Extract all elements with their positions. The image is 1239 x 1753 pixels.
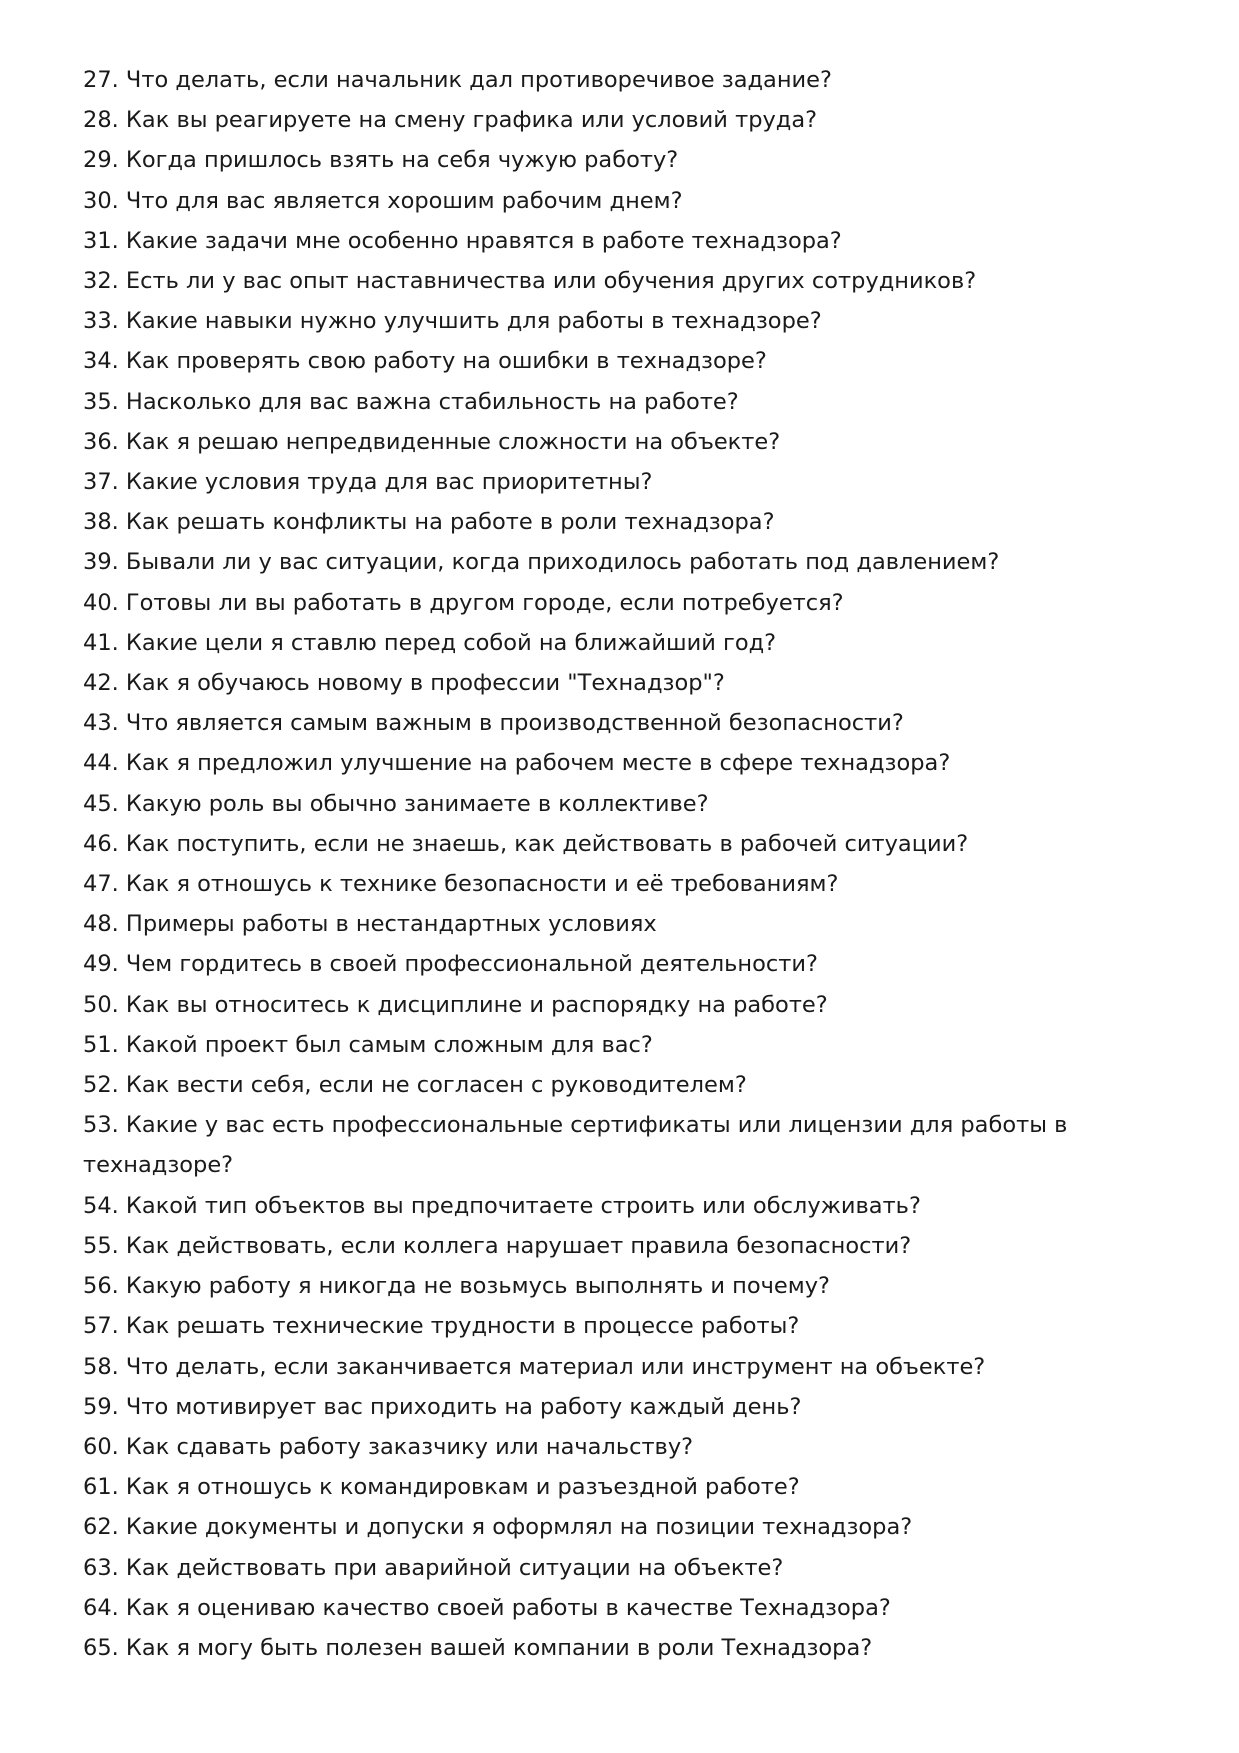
question-item: 61. Как я отношусь к командировкам и разъездной работе? [83, 1474, 800, 1501]
question-item: 54. Какой тип объектов вы предпочитаете строить или обслуживать? [83, 1192, 921, 1219]
question-list [83, 60, 1163, 1668]
question-item: 47. Как я отношусь к технике безопасности и её требованиям? [83, 871, 839, 898]
question-item: 59. Что мотивирует вас приходить на работу каждый день? [83, 1393, 802, 1420]
question-item: 43. Что является самым важным в производственной безопасности? [83, 710, 904, 737]
question-item: 30. Что для вас является хорошим рабочим днем? [83, 187, 683, 214]
question-item: 60. Как сдавать работу заказчику или начальству? [83, 1433, 694, 1460]
question-item: 46. Как поступить, если не знаешь, как действовать в рабочей ситуации? [83, 830, 969, 857]
question-item: 34. Как проверять свою работу на ошибки в технадзоре? [83, 348, 767, 375]
question-item: 50. Как вы относитесь к дисциплине и распорядку на работе? [83, 991, 828, 1018]
question-item: 45. Какую роль вы обычно занимаете в коллективе? [83, 790, 709, 817]
question-item: 49. Чем гордитесь в своей профессиональной деятельности? [83, 951, 818, 978]
question-item: 52. Как вести себя, если не согласен с руководителем? [83, 1072, 747, 1099]
question-item: 42. Как я обучаюсь новому в профессии "Технадзор"? [83, 670, 725, 697]
question-item: 63. Как действовать при аварийной ситуации на объекте? [83, 1554, 784, 1581]
question-item: 53. Какие у вас есть профессиональные сертификаты или лицензии для работы в технадзоре? [83, 1112, 1068, 1179]
question-item: 39. Бывали ли у вас ситуации, когда приходилось работать под давлением? [83, 549, 1000, 576]
question-item: 27. Что делать, если начальник дал противоречивое задание? [83, 67, 832, 93]
question-item: 55. Как действовать, если коллега нарушает правила безопасности? [83, 1232, 912, 1259]
question-item: 62. Какие документы и допуски я оформлял на позиции технадзора? [83, 1514, 913, 1541]
question-item: 51. Какой проект был самым сложным для вас? [83, 1031, 653, 1058]
question-item: 35. Насколько для вас важна стабильность на работе? [83, 388, 739, 415]
question-item: 31. Какие задачи мне особенно нравятся в работе технадзора? [83, 227, 842, 254]
question-item: 64. Как я оцениваю качество своей работы в качестве Технадзора? [83, 1594, 891, 1621]
question-item: 36. Как я решаю непредвиденные сложности на объекте? [83, 428, 781, 455]
question-item: 29. Когда пришлось взять на себя чужую работу? [83, 147, 679, 174]
question-item: 37. Какие условия труда для вас приоритетны? [83, 469, 653, 496]
question-item: 56. Какую работу я никогда не возьмусь выполнять и почему? [83, 1273, 830, 1300]
question-item: 40. Готовы ли вы работать в другом городе, если потребуется? [83, 589, 844, 616]
question-item: 48. Примеры работы в нестандартных условиях [83, 911, 657, 938]
question-item: 41. Какие цели я ставлю перед собой на ближайший год? [83, 629, 777, 656]
question-item: 28. Как вы реагируете на смену графика или условий труда? [83, 107, 818, 134]
question-item: 32. Есть ли у вас опыт наставничества или обучения других сотрудников? [83, 268, 977, 295]
question-item: 65. Как я могу быть полезен вашей компании в роли Технадзора? [83, 1634, 873, 1661]
question-item: 33. Какие навыки нужно улучшить для работы в технадзоре? [83, 308, 822, 335]
question-item: 44. Как я предложил улучшение на рабочем месте в сфере технадзора? [83, 750, 951, 777]
question-item: 38. Как решать конфликты на работе в роли технадзора? [83, 509, 775, 536]
question-item: 57. Как решать технические трудности в процессе работы? [83, 1313, 800, 1340]
question-item: 58. Что делать, если заканчивается материал или инструмент на объекте? [83, 1353, 986, 1380]
